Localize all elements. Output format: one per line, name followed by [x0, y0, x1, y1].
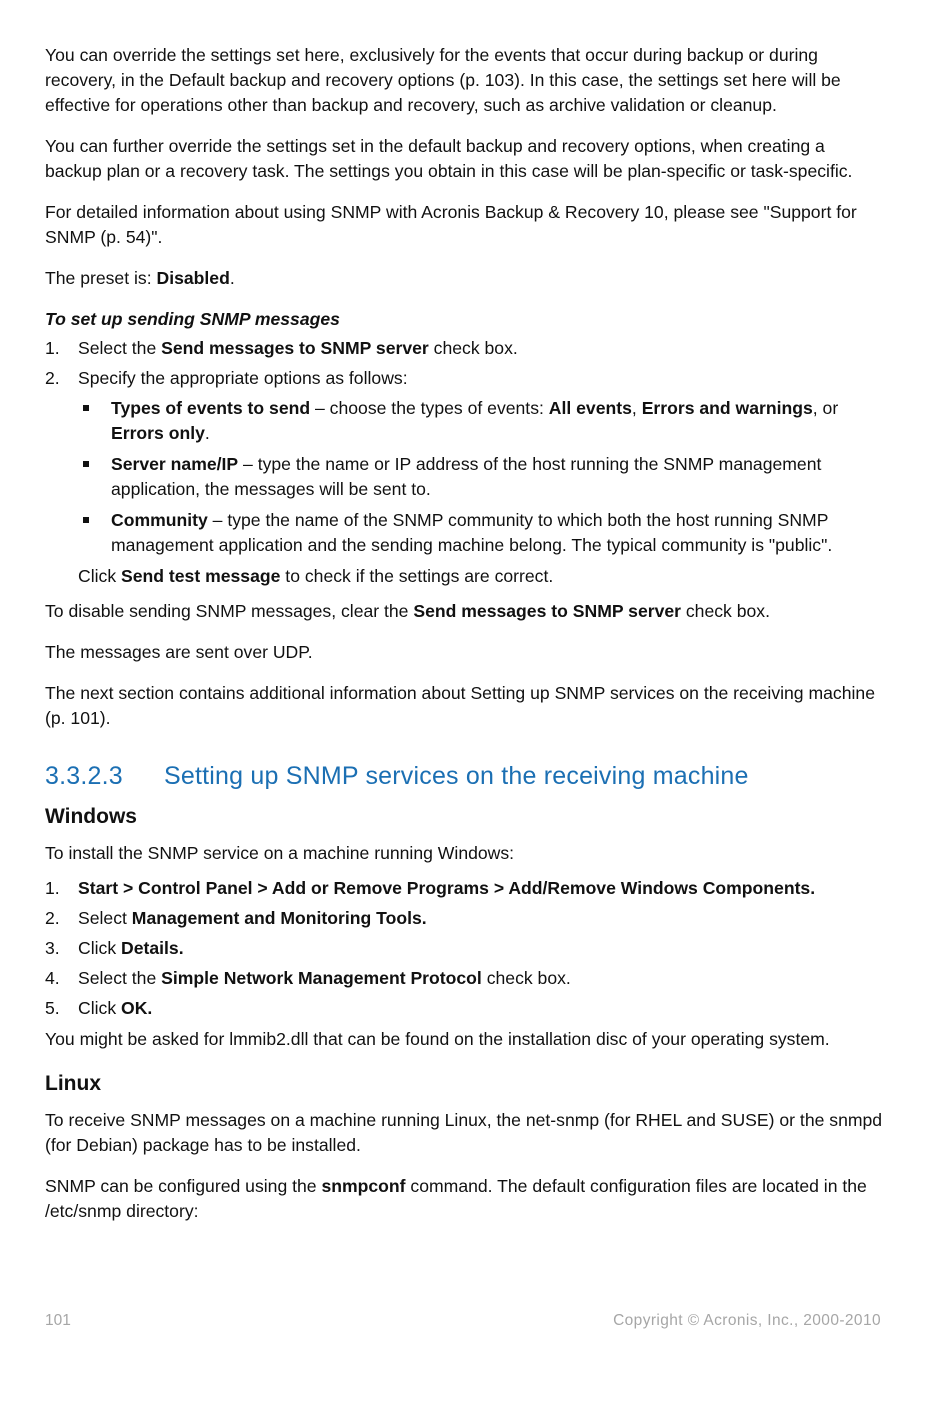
copyright: Copyright © Acronis, Inc., 2000-2010 — [613, 1312, 881, 1329]
option-value: Errors only — [111, 423, 205, 443]
linux-paragraph-2 — [45, 1174, 885, 1224]
preset-value: Disabled — [156, 268, 230, 288]
option-item — [78, 396, 885, 446]
option-text: – type the name or IP address of the host running the SNMP management application, the messages will be sent to. — [111, 454, 822, 499]
section-title: Setting up SNMP services on the receiving machine — [164, 762, 749, 790]
linux-text: SNMP can be configured using the — [45, 1176, 322, 1196]
step-bold: Send messages to SNMP server — [161, 338, 429, 358]
step-number: 2. — [45, 908, 60, 928]
step-number: 2. — [45, 368, 60, 388]
procedure-step — [45, 366, 885, 391]
step-number: 4. — [45, 968, 60, 988]
step-bold: Management and Monitoring Tools. — [131, 908, 427, 928]
test-message-line — [45, 564, 885, 589]
step-text-end: check box. — [428, 338, 518, 358]
step-text-end: check box. — [481, 968, 571, 988]
step-text: Click — [78, 938, 122, 958]
windows-intro: To install the SNMP service on a machine running Windows: — [45, 843, 515, 863]
intro-paragraph-2: You can further override the settings set in the default backup and recovery options, when creating a backup plan or a recovery task. The settings you obtain in this case will be plan-specific or task-specific. — [45, 136, 853, 181]
page-content — [45, 43, 885, 1240]
option-value: Errors and warnings — [641, 398, 813, 418]
preset-line — [45, 266, 885, 291]
option-sep: , or — [812, 398, 839, 418]
option-text: – type the name of the SNMP community to which both the host running SNMP management application and the sending machine belong. The typical community is "public". — [111, 510, 833, 555]
windows-step — [45, 876, 885, 901]
step-bold: Details. — [121, 938, 184, 958]
windows-heading: Windows — [45, 805, 137, 828]
windows-step — [45, 996, 885, 1021]
preset-label: The preset is: — [45, 268, 157, 288]
step-number: 1. — [45, 878, 60, 898]
procedure-title: To set up sending SNMP messages — [45, 309, 340, 329]
disable-text-end: check box. — [681, 601, 770, 621]
next-section-paragraph: The next section contains additional information about Setting up SNMP services on the receiving machine (p. 101). — [45, 683, 875, 728]
section-heading — [45, 761, 885, 791]
step-text: Specify the appropriate options as follows: — [78, 368, 408, 388]
option-item — [78, 508, 885, 558]
option-text: – choose the types of events: — [310, 398, 549, 418]
section-number: 3.3.2.3 — [45, 762, 123, 790]
step-bold: Simple Network Management Protocol — [161, 968, 482, 988]
option-name: Types of events to send — [111, 398, 311, 418]
udp-paragraph: The messages are sent over UDP. — [45, 642, 313, 662]
windows-note: You might be asked for lmmib2.dll that can be found on the installation disc of your operating system. — [45, 1029, 830, 1049]
step-number: 5. — [45, 998, 60, 1018]
option-value: All events — [548, 398, 632, 418]
option-name: Server name/IP — [111, 454, 239, 474]
option-sep: . — [204, 423, 210, 443]
disable-bold: Send messages to SNMP server — [413, 601, 681, 621]
procedure-step — [45, 336, 885, 361]
step-bold: OK. — [121, 998, 153, 1018]
option-name: Community — [111, 510, 208, 530]
bullet-square-icon — [83, 405, 89, 411]
windows-steps — [45, 876, 885, 1021]
step-text: Select the — [78, 968, 162, 988]
option-sep: , — [631, 398, 642, 418]
bullet-square-icon — [83, 517, 89, 523]
option-item — [78, 452, 885, 502]
bullet-square-icon — [83, 461, 89, 467]
linux-heading: Linux — [45, 1072, 101, 1095]
snmpconf-command: snmpconf — [321, 1176, 406, 1196]
test-text-end: to check if the settings are correct. — [280, 566, 554, 586]
windows-step — [45, 936, 885, 961]
disable-paragraph — [45, 599, 885, 624]
intro-paragraph-3: For detailed information about using SNMP with Acronis Backup & Recovery 10, please see "Support for SNMP (p. 54)". — [45, 202, 857, 247]
windows-step — [45, 966, 885, 991]
test-text: Click — [78, 566, 122, 586]
disable-text: To disable sending SNMP messages, clear the — [45, 601, 414, 621]
procedure-steps — [45, 336, 885, 391]
step-text: Select — [78, 908, 132, 928]
step-number: 3. — [45, 938, 60, 958]
page-number: 101 — [45, 1312, 71, 1329]
test-button-ref: Send test message — [121, 566, 281, 586]
step-text: Select the — [78, 338, 162, 358]
intro-paragraph-1: You can override the settings set here, exclusively for the events that occur during backup or during recovery, in the Default backup and recovery options (p. 103). In this case, the settings set here will be effective for operations other than backup and recovery, such as archive validation or cleanup. — [45, 45, 841, 115]
step-text: Click — [78, 998, 122, 1018]
step-bold: Start > Control Panel > Add or Remove Programs > Add/Remove Windows Components. — [78, 878, 816, 898]
linux-paragraph-1: To receive SNMP messages on a machine running Linux, the net-snmp (for RHEL and SUSE) or the snmpd (for Debian) package has to be installed. — [45, 1110, 883, 1155]
options-list — [78, 396, 885, 558]
step-number: 1. — [45, 338, 60, 358]
windows-step — [45, 906, 885, 931]
preset-suffix: . — [229, 268, 235, 288]
linux-text-end: command. The default configuration files are located in the /etc/snmp directory: — [45, 1176, 867, 1221]
